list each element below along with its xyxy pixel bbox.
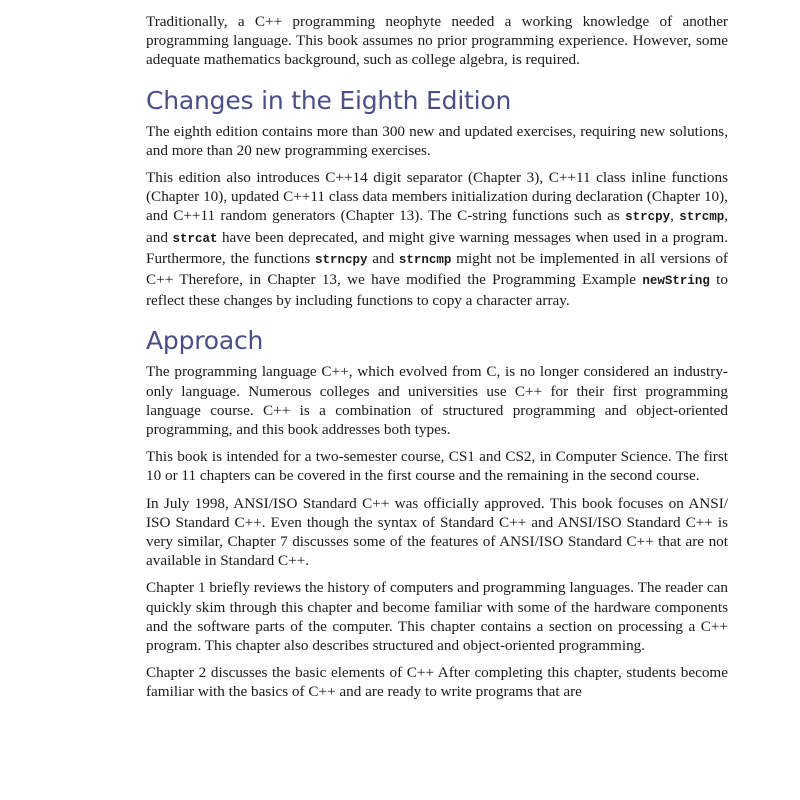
eighth-edition-paragraph-2 [146,168,728,310]
text-run: have been deprecated, and might give warning messages when used in a program. Furthermore, the functions [146,228,728,267]
approach-paragraph-4: Chapter 1 briefly reviews the history of computers and programming languages. The reader can quickly skim through this chapter and become familiar with some of the hardware components and the software parts of the computer. This chapter contains a section on processing a C++ program. This chapter also describes structured and object-oriented programming. [146,579,728,655]
code-strncmp: strncmp [398,252,452,267]
code-newstring: newString [642,274,710,289]
approach-paragraph-1: The programming language C++, which evolved from C, is no longer considered an industry-only language. Numerous colleges and universities use C++ for their first programming language course. C++ is a combination of structured programming and object-oriented programming, and this book addresses both types. [146,363,728,439]
text-run: This edition also introduces C++14 digit separator (Chapter 3), C++11 class inline functions (Chapter 10), updated C++11 class data members initialization during declaration (Chapter 10), and C++11 random generators (Chapter 13). The C-string functions such as [146,169,728,225]
approach-paragraph-2: This book is intended for a two-semester course, CS1 and CS2, in Computer Science. The first 10 or 11 chapters can be covered in the first course and the remaining in the second course. [146,448,728,485]
text-run: to reflect these changes by including functions to copy a character array. [146,271,728,310]
code-strcpy: strcpy [625,210,671,225]
approach-paragraph-5: Chapter 2 discusses the basic elements of C++ After completing this chapter, students become familiar with the basics of C++ and are ready to write programs that are [146,664,728,701]
code-strcmp: strcmp [679,210,725,225]
intro-paragraph: Traditionally, a C++ programming neophyte needed a working knowledge of another programming language. This book assumes no prior programming experience. However, some adequate mathematics background, such as college algebra, is required. [146,13,728,69]
section-heading-eighth-edition: Changes in the Eighth Edition [146,85,512,115]
approach-paragraph-3: In July 1998, ANSI/ISO Standard C++ was officially approved. This book focuses on ANSI/ ISO Standard C++. Even though the syntax of Standard C++ and ANSI/ISO Standard C++ is very similar, Chapter 7 discusses some of the features of ANSI/ISO Standard C++ that are not available in Standard C++. [146,494,728,570]
text-run: might not be implemented in all versions of C++ Therefore, in Chapter 13, we have modified the Programming Example [146,249,728,289]
eighth-edition-paragraph-1: The eighth edition contains more than 300 new and updated exercises, requiring new solutions, and more than 20 new programming exercises. [146,122,728,159]
code-strncpy: strncpy [314,252,368,267]
text-run: , [670,207,680,225]
text-run: and [367,249,399,267]
text-run: , and [146,207,729,246]
code-strcat: strcat [172,231,218,246]
section-heading-approach: Approach [146,326,264,356]
